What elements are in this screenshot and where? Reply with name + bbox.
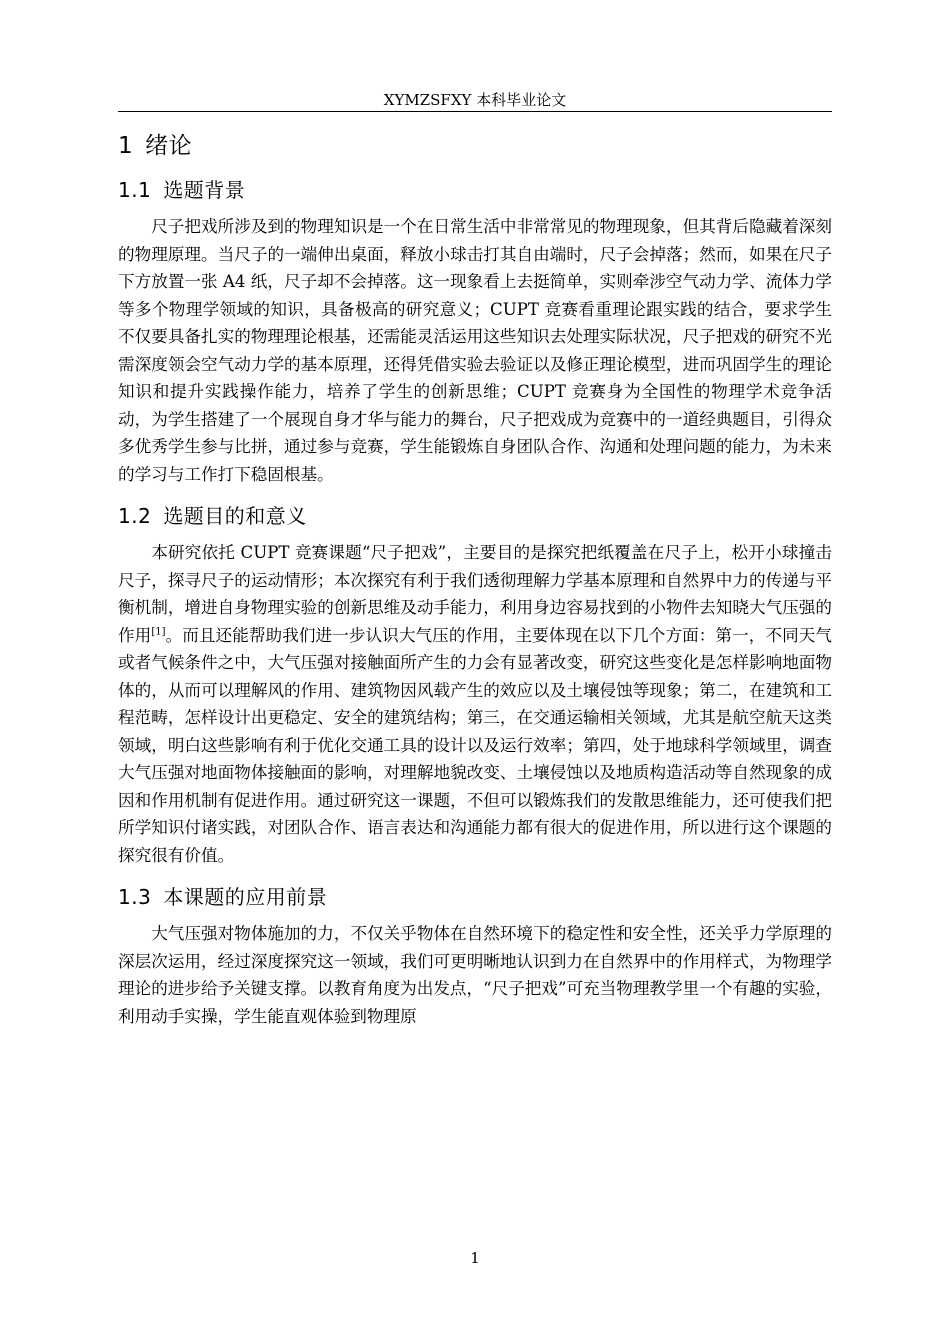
paragraph-text: 本研究依托 CUPT 竞赛课题“尺子把戏”，主要目的是探究把纸覆盖在尺子上，松开小球撞击尺子，探寻尺子的运动情形；本次探究有利于我们透彻理解力学基本原理和自然界中力的传递与平衡机制，增进自身物理实验的创新思维及动手能力，利用身边容易找到的小物件去知晓大气压强的作用 <box>118 543 832 645</box>
section-number: 1.2 <box>118 504 152 528</box>
paragraph-application: 大气压强对物体施加的力，不仅关乎物体在自然环境下的稳定性和安全性，还关乎力学原理的深层次运用，经过深度探究这一领域，我们可更明晰地认识到力在自然界中的作用样式，为物理学理论的进步给予关键支撑。以教育角度为出发点，“尺子把戏”可充当物理教学里一个有趣的实验，利用动手实操，学生能直观体验到物理原 <box>118 924 832 1026</box>
citation-reference[interactable]: [1] <box>151 625 166 637</box>
page-content <box>118 126 832 1040</box>
header-rule <box>118 111 832 112</box>
paragraph-background: 尺子把戏所涉及到的物理知识是一个在日常生活中非常常见的物理现象，但其背后隐藏着深刻的物理原理。当尺子的一端伸出桌面，释放小球击打其自由端时，尺子会掉落；然而，如果在尺子下方放置一张 A4 纸，尺子却不会掉落。这一现象看上去挺简单，实则牵涉空气动力学、流体力学等多个物理学领域的知识，具备极高的研究意义；CUPT 竞赛看重理论跟实践的结合，要求学生不仅要具备扎实的物理理论根基，还需能灵活运用这些知识去处理实际状况，尺子把戏的研究不光需深度领会空气动力学的基本原理，还得凭借实验去验证以及修正理论模型，进而巩固学生的理论知识和提升实践操作能力，培养了学生的创新思维；CUPT 竞赛身为全国性的物理学术竞争活动，为学生搭建了一个展现自身才华与能力的舞台，尺子把戏成为竞赛中的一道经典题目，引得众多优秀学生参与比拼，通过参与竞赛，学生能锻炼自身团队合作、沟通和处理问题的能力，为未来的学习与工作打下稳固根基。 <box>118 217 832 484</box>
chapter-title: 绪论 <box>145 133 193 159</box>
paragraph-text: 。而且还能帮助我们进一步认识大气压的作用，主要体现在以下几个方面：第一，不同天气或者气候条件之中，大气压强对接触面所产生的力会有显著改变，研究这些变化是怎样影响地面物体的，从而可以理解风的作用、建筑物因风载产生的效应以及土壤侵蚀等现象；第二，在建筑和工程范畴，怎样设计出更稳定、安全的建筑结构；第三，在交通运输相关领域，尤其是航空航天这类领域，明白这些影响有利于优化交通工具的设计以及运行效率；第四，处于地球科学领域里，调查大气压强对地面物体接触面的影响，对理解地貌改变、土壤侵蚀以及地质构造活动等自然现象的成因和作用机制有促进作用。通过研究这一课题，不但可以锻炼我们的发散思维能力，还可使我们把所学知识付诸实践，对团队合作、语言表达和沟通能力都有很大的促进作用，所以进行这个课题的探究很有价值。 <box>118 625 833 865</box>
section-number: 1.1 <box>118 178 152 202</box>
page-number: 1 <box>470 1249 480 1267</box>
section-heading-1-3 <box>118 879 832 915</box>
chapter-heading <box>118 126 832 166</box>
section-heading-1-2 <box>118 498 832 534</box>
section-heading-1-1 <box>118 172 832 208</box>
section-title: 选题背景 <box>163 178 246 202</box>
paragraph-purpose <box>118 539 832 869</box>
section-title: 本课题的应用前景 <box>163 885 328 909</box>
chapter-number: 1 <box>118 133 134 159</box>
section-number: 1.3 <box>118 885 152 909</box>
section-title: 选题目的和意义 <box>163 504 307 528</box>
running-header: XYMZSFXY 本科毕业论文 <box>383 91 567 109</box>
